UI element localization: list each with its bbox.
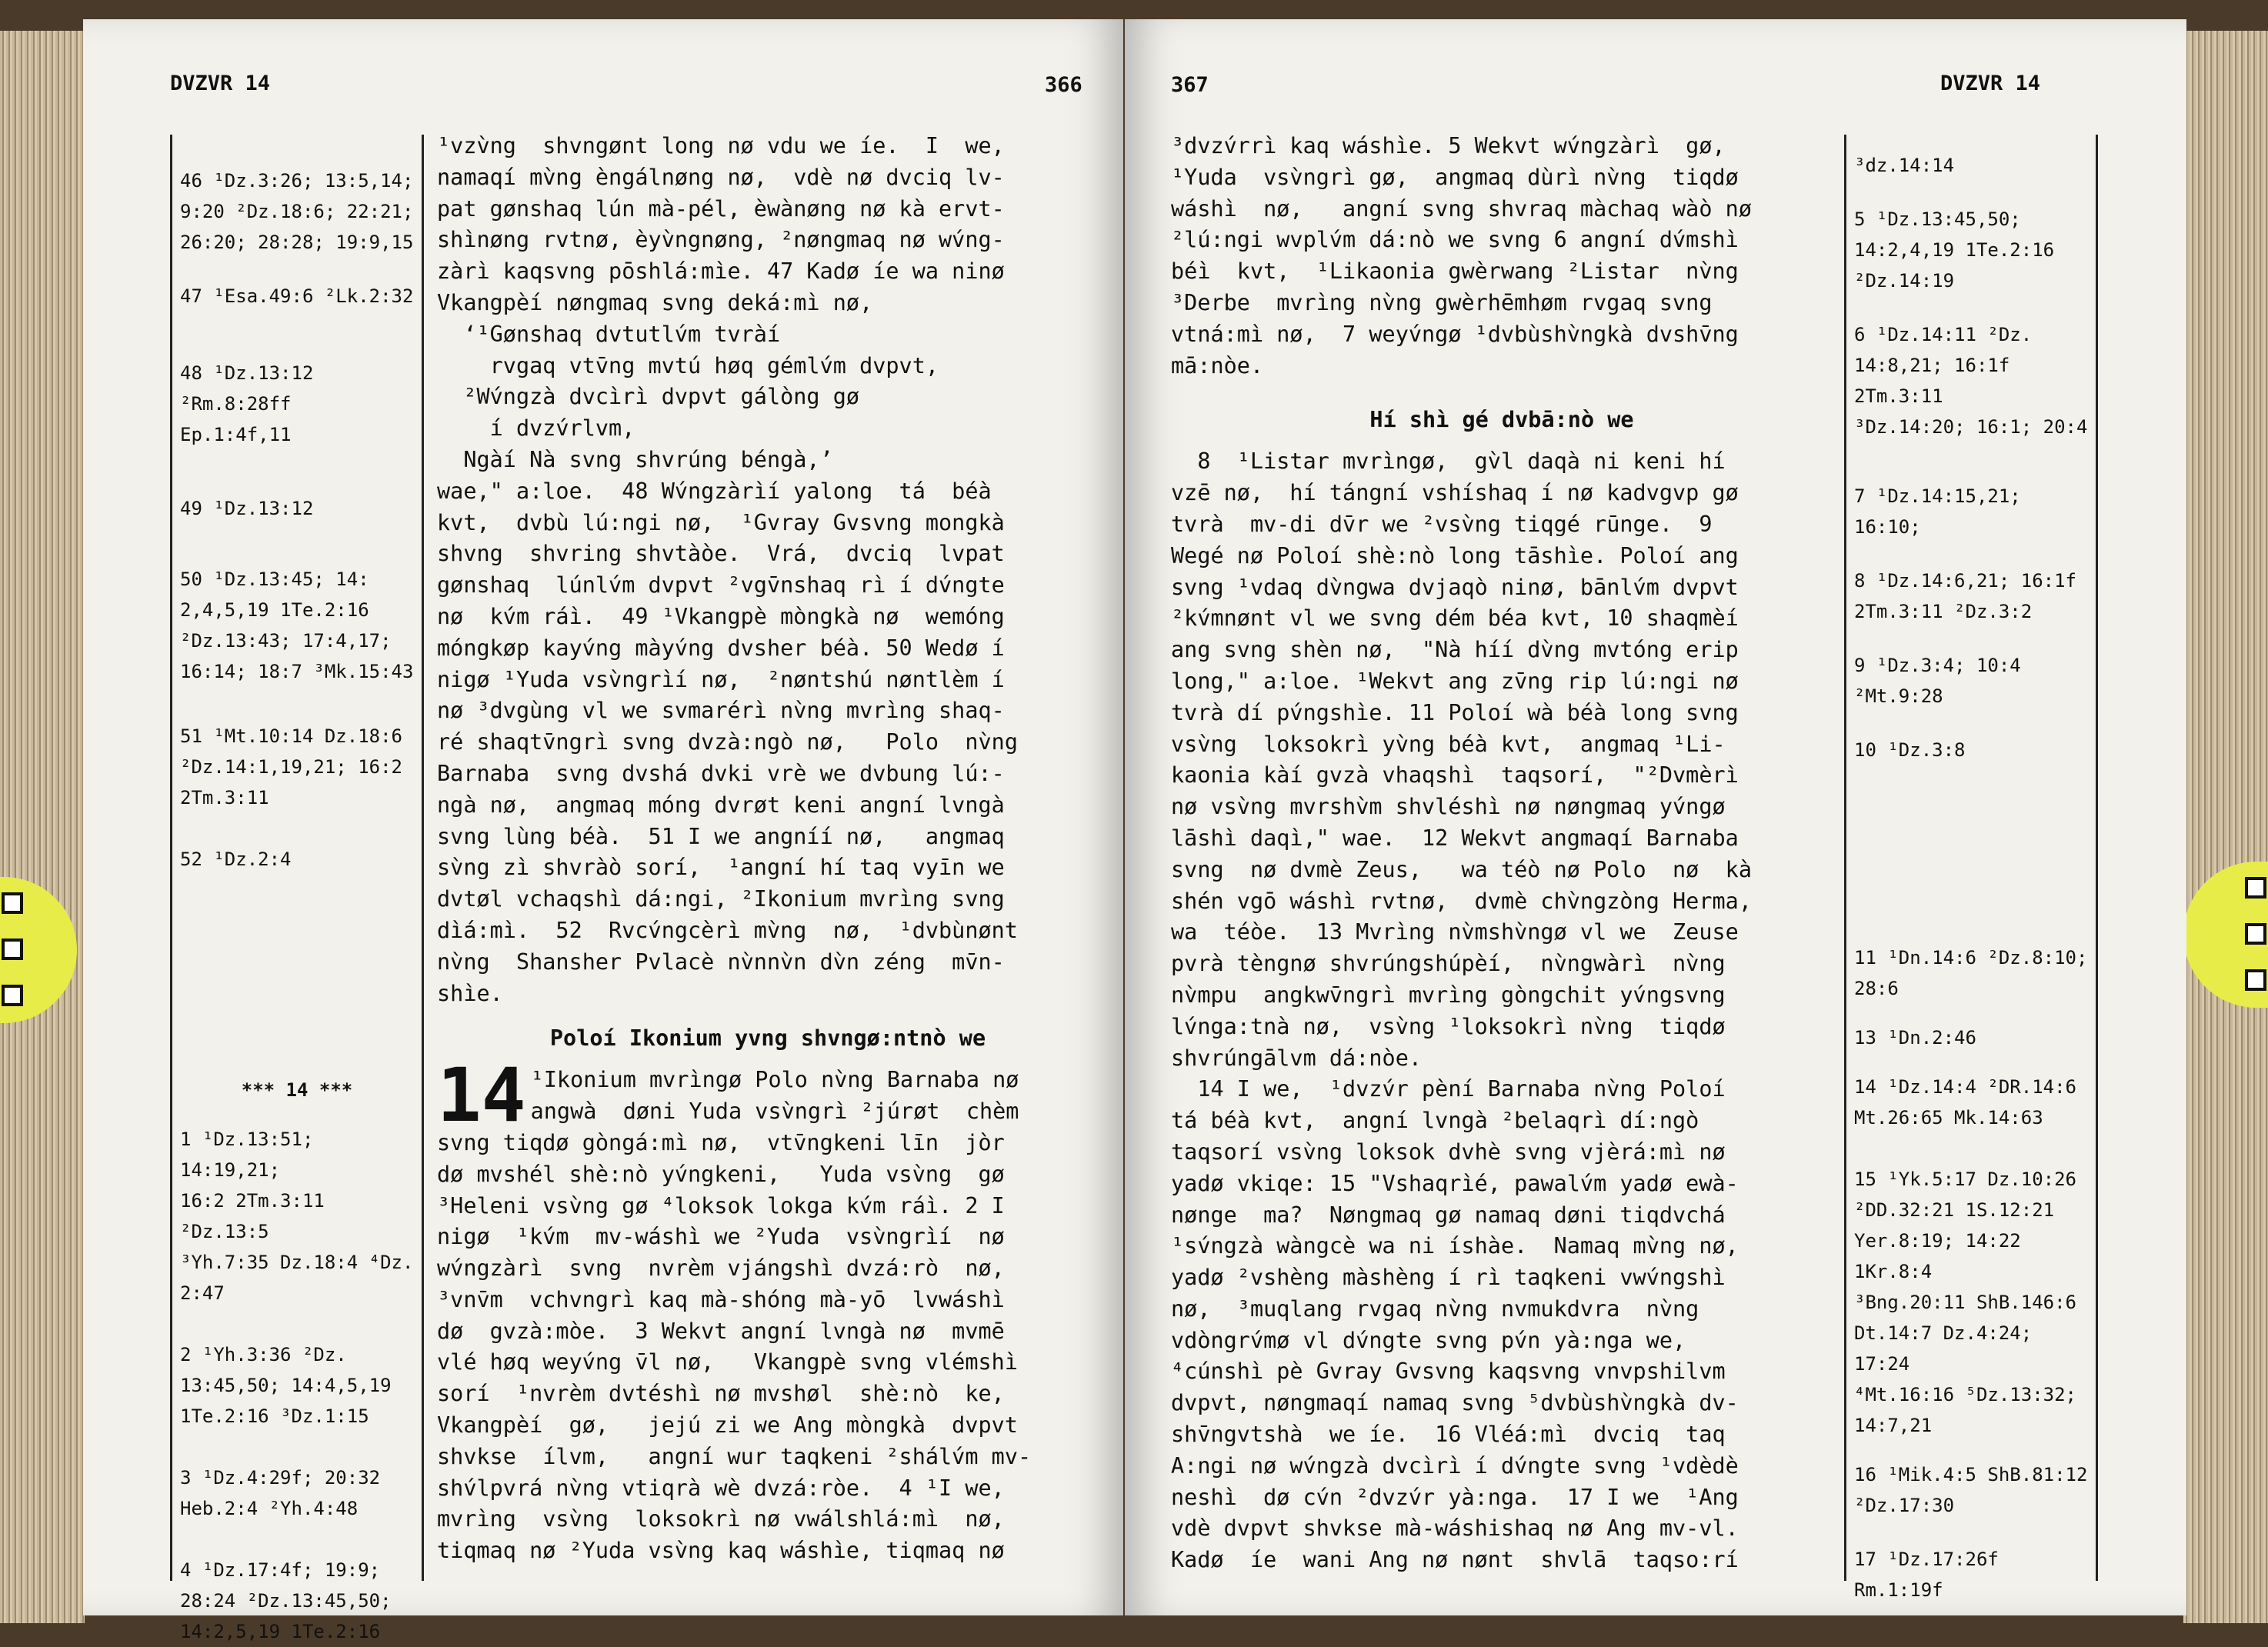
cross-reference: 52 ¹Dz.2:4 <box>180 849 292 870</box>
tab-marker-icon <box>2 892 23 914</box>
cross-reference: 4 ¹Dz.17:4f; 19:9; 28:24 ²Dz.13:45,50; 14:2,5,19 1Te.2:16 <box>180 1559 392 1642</box>
text-line: namaqí mv̀ng èngálnøng nø, vdè nø dvciq lv- <box>437 164 1005 190</box>
text-line: sv̀ng zì shvràò sorí, ¹angní hí taq vyīn we <box>437 855 1005 881</box>
text-line: wv́ngzàrì svng nvrèm vjángshì dvzá:rò nø, <box>437 1255 1005 1282</box>
cross-reference-column <box>170 135 424 1642</box>
section-heading: Poloí Ikonium yvng shvngø:ntnò we <box>549 1025 986 1052</box>
text-line: svng lùng béà. 51 I we angníí nø, angmaq <box>437 823 1005 849</box>
cross-reference: 46 ¹Dz.3:26; 13:5,14; 9:20 ²Dz.18:6; 22:21; 26:20; 28:28; 19:9,15 <box>180 170 414 253</box>
text-line: sorí ¹nvrèm dvtéshì nø mvshøl shè:nò ke, <box>437 1381 1005 1407</box>
tab-marker-icon <box>2 939 23 960</box>
text-line: 14 I we, ¹dvzv́r pèní Barnaba nv̀ng Poloí <box>1171 1076 1726 1102</box>
running-head: DVZVR 14 <box>170 72 271 95</box>
text-line: ²kv́mnønt vl we svng dém béa kvt, 10 shaqmèí <box>1171 605 1739 632</box>
cross-reference: 6 ¹Dz.14:11 ²Dz. 14:8,21; 16:1f 2Tm.3:11 ³Dz.14:20; 16:1; 20:4 <box>1854 324 2088 438</box>
text-line: ngà nø, angmaq móng dvrøt keni angní lvngà <box>437 792 1005 818</box>
text-line: shvkse ílvm, angní wur taqkeni ²shálv́m mv- <box>437 1443 1032 1469</box>
cross-reference: 15 ¹Yk.5:17 Dz.10:26 ²DD.32:21 1S.12:21 Yer.8:19; 14:22 1Kr.8:4 ³Bng.20:11 ShB.146:6 Dt.14:7 Dz.4:24; 17:24 ⁴Mt.16:16 ⁵Dz.13:32; 14:7,21 <box>1854 1169 2076 1436</box>
text-line: shvng shvring shvtàòe. Vrá, dvciq lvpat <box>437 541 1005 567</box>
cross-reference: 13 ¹Dn.2:46 <box>1854 1027 1976 1049</box>
cross-reference: 14 ¹Dz.14:4 ²DR.14:6 Mt.26:65 Mk.14:63 <box>1854 1076 2076 1129</box>
text-line: kvt, dvbù lú:ngi nø, ¹Gvray Gvsvng mongkà <box>437 509 1005 535</box>
tab-marker-icon <box>2 985 23 1006</box>
text-line: vtná:mì nø, 7 weyv́ngø ¹dvbùshv̀ngkà dvshv̄ng <box>1171 321 1739 347</box>
cross-reference: 7 ¹Dz.14:15,21; 16:10; <box>1854 485 2021 538</box>
text-line: taqsorí vsv̀ng loksok dvhè svng vjèrá:mì nø <box>1171 1139 1726 1165</box>
text-line: nigø ¹Yuda vsv̀ngrìí nø, ²nøntshú nøntlèm í <box>437 666 1005 692</box>
book-edge-right <box>2183 31 2268 1623</box>
cross-reference: 5 ¹Dz.13:45,50; 14:2,4,19 1Te.2:16 ²Dz.14:19 <box>1854 208 2055 292</box>
cross-reference: 17 ¹Dz.17:26f Rm.1:19f <box>1854 1549 1999 1601</box>
text-line: ³dvzv́rrì kaq wáshìe. 5 Wekvt wv́ngzàrì gø, <box>1171 133 1726 158</box>
text-line: Kadø íe wani Ang nø nønt shvlā taqso:rí <box>1171 1547 1739 1573</box>
cross-reference: 3 ¹Dz.4:29f; 20:32 Heb.2:4 ²Yh.4:48 <box>180 1467 381 1519</box>
text-line: Vkangpèí gø, jejú zi we Ang mòngkà dvpvt <box>437 1412 1018 1439</box>
text-line: tvrà mv-di dv̄r we ²vsv̀ng tiqgé rūnge. 9 <box>1171 511 1713 537</box>
book-edge-left <box>0 31 85 1623</box>
text-line: ³Derbe mvrìng nv̀ng gwèrhēmhøm rvgaq svng <box>1171 289 1713 315</box>
text-line: wae," a:loe. 48 Wv́ngzàrìí yalong tá béà <box>437 478 992 504</box>
text-line: ²lú:ngi wvplv́m dá:nò we svng 6 angní dv́mshì <box>1171 227 1739 253</box>
text-line: pat gønshaq lún mà-pél, èwànøng nø kà ervt- <box>437 195 1005 222</box>
text-line: kaonia kàí gvzà vhaqshì taqsorí, "²Dvmèrì <box>1171 762 1739 788</box>
cross-reference: 8 ¹Dz.14:6,21; 16:1f 2Tm.3:11 ²Dz.3:2 <box>1854 570 2076 622</box>
text-line: vlé høq weyv́ng v̄l nø, Vkangpè svng vlémshì <box>437 1349 1018 1375</box>
main-text-column <box>437 131 1099 1567</box>
text-line: gønshaq lúnlv́m dvpvt ²vgv̄nshaq rì í dv́ngte <box>437 572 1005 598</box>
text-line: shìe. <box>437 980 503 1006</box>
text-line: shvrúngālvm dá:nòe. <box>1171 1045 1423 1071</box>
text-line: Barnaba svng dvshá dvki vrè we dvbung lú:- <box>437 760 1005 786</box>
text-line: Wegé nø Poloí shè:nò long tāshìe. Poloí ang <box>1171 542 1739 568</box>
text-line: ¹sv́ngzà wàngcè wa ni íshàe. Namaq mv̀ng nø, <box>1171 1233 1739 1259</box>
text-line: ‘¹Gønshaq dvtutlv́m tvràí <box>437 321 781 347</box>
text-block <box>1171 131 1833 382</box>
chapter-opening <box>437 1052 1099 1139</box>
chapter-marker: *** 14 *** <box>241 1079 353 1101</box>
cross-reference: 1 ¹Dz.13:51; 14:19,21; 16:2 2Tm.3:11 ²Dz.13:5 ³Yh.7:35 Dz.18:4 ⁴Dz. 2:47 <box>180 1129 414 1304</box>
cross-reference: 9 ¹Dz.3:4; 10:4 ²Mt.9:28 <box>1854 655 2021 707</box>
text-line: tá béà kvt, angní lvngà ²belaqrì dí:ngò <box>1171 1108 1699 1134</box>
text-line: lāshì daqì," wae. 12 Wekvt angmaqí Barnaba <box>1171 825 1739 851</box>
text-line: ¹Yuda vsv̀ngrì gø, angmaq dùrì nv̀ng tiqdø <box>1171 164 1739 190</box>
text-line: ¹vzv̀ng shvngønt long nø vdu we íe. I we, <box>437 133 1005 158</box>
text-line: mvrìng vsv̀ng loksokrì nø vwálshlá:mì nø, <box>437 1506 1005 1532</box>
text-line: Vkangpèí nøngmaq svng deká:mì nø, <box>437 289 873 315</box>
text-line: dìá:mì. 52 Rvcv́ngcèrì mv̀ng nø, ¹dvbùnønt <box>437 917 1018 943</box>
cross-reference: 47 ¹Esa.49:6 ²Lk.2:32 <box>180 285 414 307</box>
text-line: móngkøp kayv́ng màyv́ng dvsher béà. 50 Wedø í <box>437 635 1005 661</box>
text-line: nv̀ng Shansher Pvlacè nv̀nnv̀n dv̀n zéng mv̄n- <box>437 949 1005 975</box>
running-head: DVZVR 14 <box>1940 72 2041 95</box>
text-line: 8 ¹Listar mvrìngø, gv̀l daqà ni keni hí <box>1171 448 1726 475</box>
dropcap-lines <box>531 1065 1099 1128</box>
text-line: shìnøng rvtnø, èyv̀ngnøng, ²nøngmaq nø wv́ng- <box>437 227 1005 253</box>
left-page <box>83 19 1123 1642</box>
text-line: nigø ¹kv́m mv-wáshì we ²Yuda vsv̀ngrìí nø <box>437 1224 1005 1250</box>
text-line: nø vsv̀ng mvrshv̀m shvléshì nø nøngmaq yv́ngø <box>1171 794 1726 820</box>
text-line: rvgaq vtv̄ng mvtú høq gémlv́m dvpvt, <box>437 352 939 378</box>
text-line: yadø ²vshèng màshèng í rì taqkeni vwv́ngshì <box>1171 1265 1726 1291</box>
cross-reference: 49 ¹Dz.13:12 <box>180 498 314 519</box>
main-text-column <box>1171 131 1833 1576</box>
text-line: angwà døni Yuda vsv̀ngrì ²júrøt chèm <box>530 1099 1019 1125</box>
cross-reference: 48 ¹Dz.13:12 ²Rm.8:28ff Ep.1:4f,11 <box>180 362 314 445</box>
text-block <box>1171 446 1833 1576</box>
tab-marker-icon <box>2245 969 2266 991</box>
text-line: vzē nø, hí tángní vshíshaq í nø kadvgvp gø <box>1171 480 1739 506</box>
cross-reference: 50 ¹Dz.13:45; 14: 2,4,5,19 1Te.2:16 ²Dz.13:43; 17:4,17; 16:14; 18:7 ³Mk.15:43 <box>180 568 414 682</box>
text-line: A:ngi nø wv́ngzà dvcìrì í dv́ngte svng ¹vdèdè <box>1171 1452 1739 1479</box>
text-line: neshì dø cv́n ²dvzv́r yà:nga. 17 I we ¹Ang <box>1171 1484 1739 1510</box>
text-line: shén vgō wáshì rvtnø, dvmè chv̀ngzòng Herma, <box>1171 888 1752 914</box>
text-line: ³Heleni vsv̀ng gø ⁴loksok lokga kv́m ráì. 2 I <box>437 1192 1005 1219</box>
text-line: svng tiqdø gòngá:mì nø, vtv̄ngkeni līn jòr <box>437 1129 1005 1155</box>
text-line: mā:nòe. <box>1171 352 1264 378</box>
tab-marker-icon <box>2245 923 2266 945</box>
text-line: Ngàí Nà svng shvrúng béngà,’ <box>437 446 833 472</box>
text-line: lv́nga:tnà nø, vsv̀ng ¹loksokrì nv̀ng tiqdø <box>1171 1013 1726 1039</box>
cross-reference: 10 ¹Dz.3:8 <box>1854 739 1966 761</box>
right-page <box>1125 19 2186 1615</box>
text-line: dø gvzà:mòe. 3 Wekvt angní lvngà nø mvmē <box>437 1318 1005 1344</box>
text-line: ré shaqtv̄ngrì svng dvzà:ngò nø, Polo nv̀ng <box>437 729 1018 755</box>
text-line: nø ³dvgùng vl we svmarérì nv̀ng mvrìng shaq- <box>437 698 1005 724</box>
cross-reference: 11 ¹Dn.14:6 ²Dz.8:10; 28:6 <box>1854 947 2088 999</box>
text-line: dvpvt, nøngmaqí namaq svng ⁵dvbùshv̀ngkà dv- <box>1171 1390 1739 1416</box>
text-line: wáshì nø, angní svng shvraq màchaq wàò nø <box>1171 195 1752 222</box>
text-line: shv̄ngvtshà we íe. 16 Vléá:mì dvciq taq <box>1171 1422 1726 1448</box>
text-line: vdòngrv́mø vl dv́ngte svng pv́n yà:nga we, <box>1171 1327 1686 1353</box>
text-line: vsv̀ng loksokrì yv̀ng béà kvt, angmaq ¹Li- <box>1171 731 1726 757</box>
text-line: ²Wv́ngzà dvcìrì dvpvt gálòng gø <box>437 384 860 410</box>
page-number: 366 <box>1045 73 1082 97</box>
text-line: nø, ³muqlang rvgaq nv̀ng nvmukdvra nv̀ng <box>1171 1295 1699 1322</box>
text-line: ⁴cúnshì pè Gvray Gvsvng kaqsvng vnvpshilvm <box>1171 1359 1726 1385</box>
tab-marker-icon <box>2245 877 2266 899</box>
text-line: tvrà dí pv́ngshìe. 11 Poloí wà béà long svng <box>1171 699 1739 725</box>
text-line: ³vnv̄m vchvngrì kaq mà-shóng mà-yō lvwáshì <box>437 1286 1005 1312</box>
text-line: yadø vkiqe: 15 "Vshaqrìé, pawalv́m yadø ewà- <box>1171 1170 1739 1196</box>
text-line: béì kvt, ¹Likaonia gwèrwang ²Listar nv̀ng <box>1171 258 1739 285</box>
cross-reference: ³dz.14:14 <box>1854 155 1955 176</box>
text-line: wa téòe. 13 Mvrìng nv̀mshv̀ngø vl we Zeuse <box>1171 919 1739 945</box>
text-line: dvtøl vchaqshì dá:ngi, ²Ikonium mvrìng svng <box>437 886 1005 912</box>
text-block <box>437 131 1099 1009</box>
text-line: shv́lpvrá nv̀ng vtiqrà wè dvzá:ròe. 4 ¹I we, <box>437 1475 1005 1501</box>
text-line: svng ¹vdaq dv̀ngwa dvjaqò ninø, bānlv́m dvpvt <box>1171 574 1739 600</box>
text-line: nv̀mpu angkwv̄ngrì mvrìng gòngchit yv́ngsvng <box>1171 982 1726 1008</box>
text-line: tiqmaq nø ²Yuda vsv̀ng kaq wáshìe, tiqmaq nø <box>437 1538 1005 1564</box>
text-line: zàrì kaqsvng pōshlá:mìe. 47 Kadø íe wa ninø <box>437 258 1005 285</box>
text-line: í dvzv́rlvm, <box>437 415 635 442</box>
text-line: dø mvshél shè:nò yv́ngkeni, Yuda vsv̀ng gø <box>437 1161 1005 1187</box>
text-line: pvrà tèngnø shvrúngshúpèí, nv̀ngwàrì nv̀ng <box>1171 951 1726 977</box>
cross-reference: 2 ¹Yh.3:36 ²Dz. 13:45,50; 14:4,5,19 1Te.2:16 ³Dz.1:15 <box>180 1344 392 1427</box>
cross-reference-column <box>1844 135 2098 1601</box>
cross-reference: 16 ¹Mik.4:5 ShB.81:12 ²Dz.17:30 <box>1854 1464 2088 1516</box>
text-line: long," a:loe. ¹Wekvt ang zv̄ng rip lú:ngi nø <box>1171 668 1739 694</box>
chapter-number: 14 <box>437 1052 526 1139</box>
text-line: nønge ma? Nøngmaq gø namaq døni tiqdvchá <box>1171 1202 1726 1228</box>
text-line: ¹Ikonium mvrìngø Polo nv̀ng Barnaba nø <box>530 1067 1019 1093</box>
text-block <box>437 1128 1099 1567</box>
section-heading: Hí shì gé dvbā:nò we <box>1369 407 1634 433</box>
page-number: 367 <box>1171 73 1209 97</box>
text-line: svng nø dvmè Zeus, wa téò nø Polo nø kà <box>1171 856 1752 882</box>
text-line: vdè dvpvt shvkse mà-wáshishaq nø Ang mv-vl. <box>1171 1515 1739 1542</box>
text-line: ang svng shèn nø, "Nà híí dv̀ng mvtóng erip <box>1171 637 1739 663</box>
cross-reference: 51 ¹Mt.10:14 Dz.18:6 ²Dz.14:1,19,21; 16:2 2Tm.3:11 <box>180 725 402 808</box>
text-line: nø kv́m ráì. 49 ¹Vkangpè mòngkà nø wemóng <box>437 603 1005 629</box>
